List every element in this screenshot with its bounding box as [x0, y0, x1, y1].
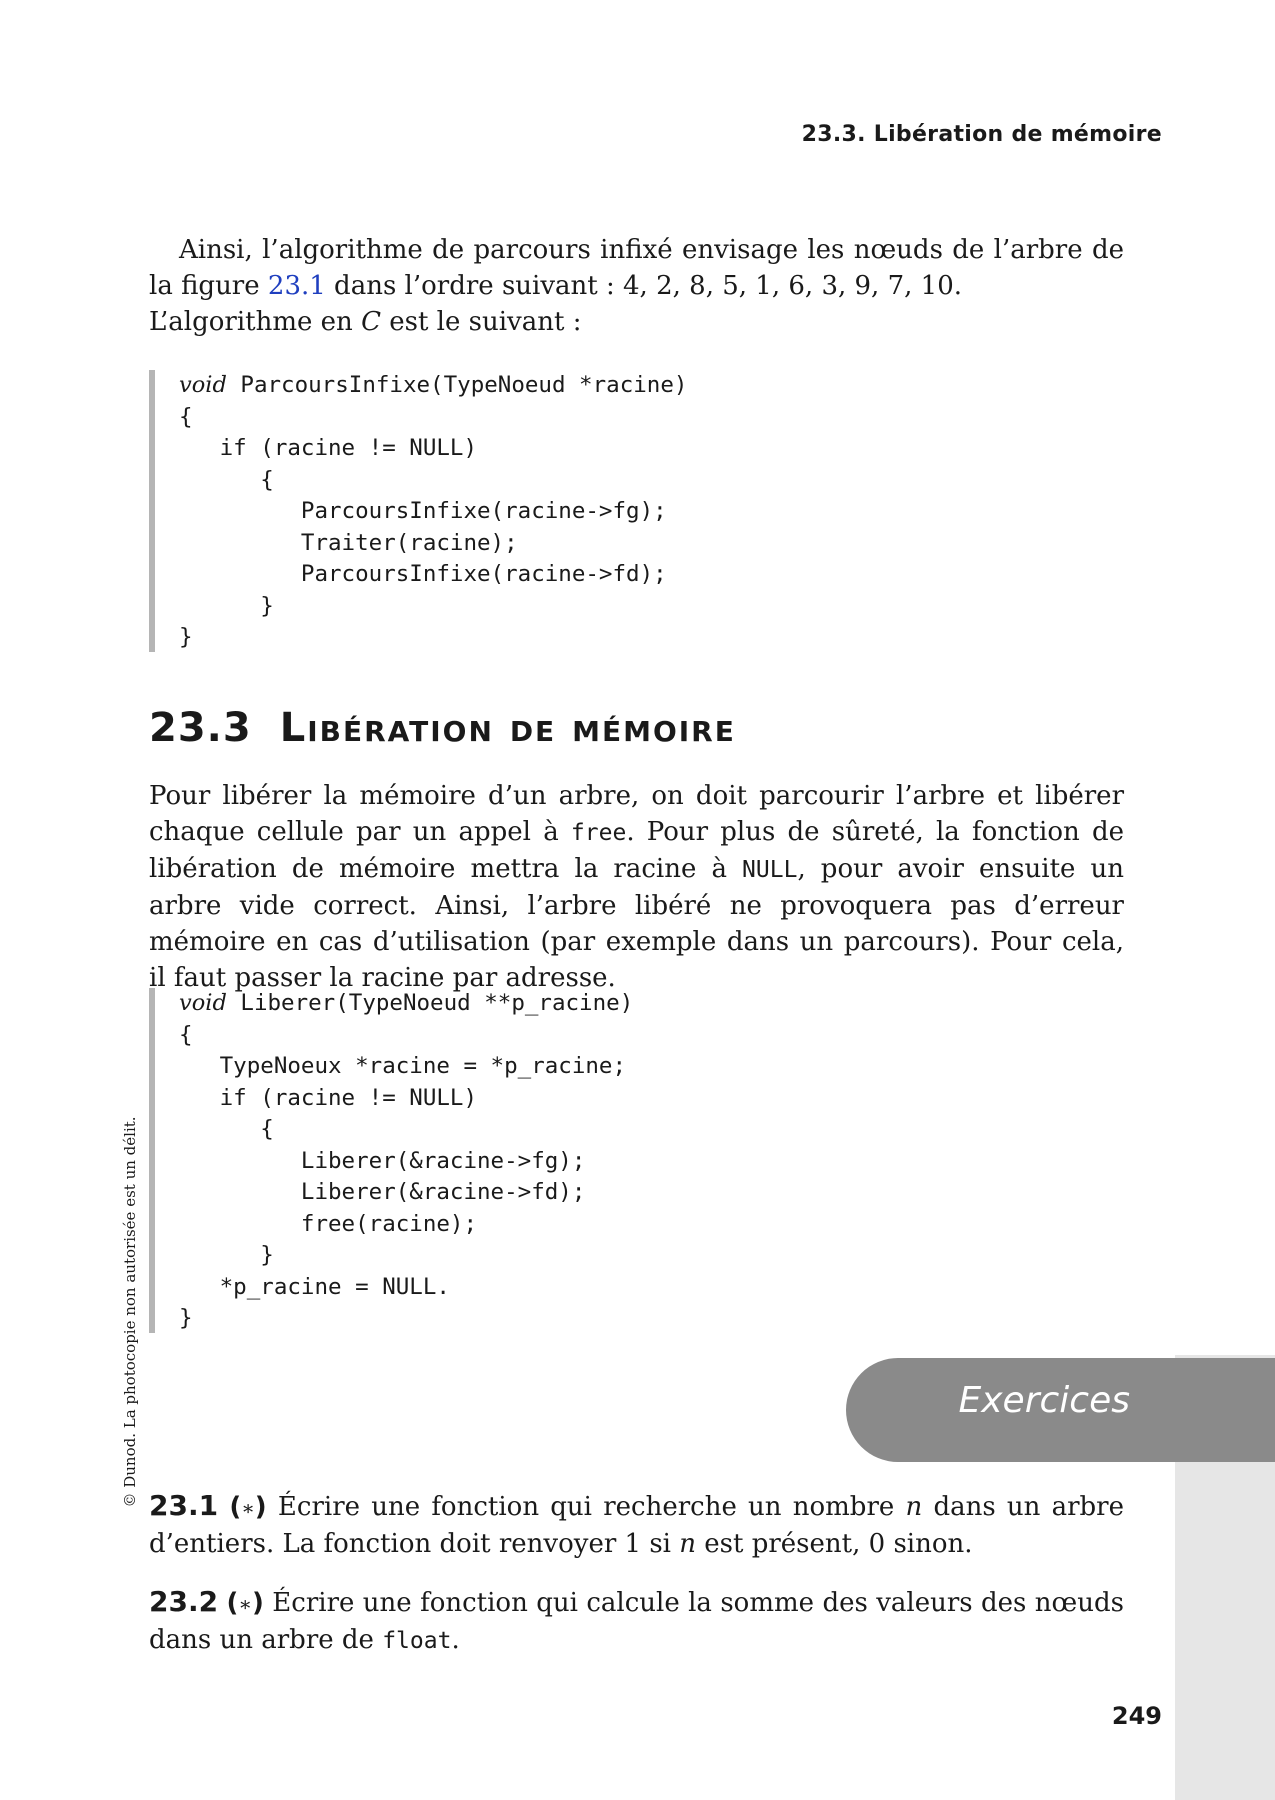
- exercise-text: est présent, 0 sinon.: [696, 1529, 973, 1559]
- code-line: Liberer(&racine->fg);: [179, 1147, 586, 1174]
- running-header: 23.3. Libération de mémoire: [801, 122, 1162, 147]
- difficulty-star-icon: ∗: [241, 1496, 255, 1520]
- copyright-notice: © Dunod. La photocopie non autorisée est un délit.: [121, 1116, 139, 1508]
- inline-code-float: float: [382, 1628, 452, 1654]
- code-line: }: [179, 592, 274, 619]
- code-line: }: [179, 624, 193, 650]
- section-title: Libération de mémoire: [279, 705, 736, 751]
- section-heading: [149, 705, 736, 751]
- code-signature: [179, 370, 687, 402]
- difficulty-paren: ): [251, 1588, 264, 1618]
- paragraph-text: . Pour plus de sûreté, la fonction de libération de mémoire mettra la racine à: [149, 817, 1124, 884]
- code-line: }: [179, 1242, 274, 1268]
- page-number: 249: [1111, 1702, 1162, 1730]
- code-line: TypeNoeux *racine = *p_racine;: [179, 1053, 627, 1079]
- difficulty-paren: (: [226, 1588, 239, 1618]
- inline-code-free: free: [570, 820, 627, 846]
- code-line: {: [179, 1116, 274, 1142]
- code-block-parcours-infixe: [149, 370, 687, 652]
- paragraph-text: Pour libérer la mémoire d’un arbre, on doit parcourir l’arbre et libérer chaque cellule par un appel à: [149, 781, 1124, 847]
- exercises-tab: [846, 1358, 1275, 1462]
- code-line: if (racine != NULL): [179, 435, 478, 461]
- exercise-number: 23.2: [149, 1585, 219, 1618]
- exercise-text: Écrire une fonction qui calcule la somme des valeurs des nœuds dans un arbre de: [149, 1588, 1124, 1655]
- liberation-paragraph: [149, 778, 1124, 996]
- code-line: {: [179, 1021, 193, 1048]
- difficulty-paren: ): [254, 1492, 267, 1522]
- code-line: {: [179, 403, 193, 430]
- exercise-text: Écrire une fonction qui recherche un nombre: [266, 1492, 906, 1522]
- code-line: }: [179, 1305, 193, 1331]
- math-variable: n: [679, 1529, 697, 1559]
- code-line: Traiter(racine);: [179, 529, 518, 556]
- exercise-item: [149, 1488, 1124, 1562]
- code-signature-text: ParcoursInfixe(TypeNoeud *racine): [226, 372, 688, 398]
- difficulty-star-icon: ∗: [238, 1592, 252, 1616]
- code-keyword: void: [179, 990, 227, 1016]
- difficulty-paren: (: [229, 1492, 242, 1522]
- algorithm-intro-text: L’algorithme en: [149, 307, 362, 337]
- algorithm-intro: [149, 304, 1124, 340]
- code-line: *p_racine = NULL.: [179, 1273, 450, 1300]
- code-signature-text: Liberer(TypeNoeud **p_racine): [226, 990, 634, 1016]
- algorithm-intro-text-end: est le suivant :: [380, 307, 582, 337]
- language-name: C: [361, 307, 381, 337]
- math-variable: n: [905, 1492, 923, 1522]
- exercise-text: .: [451, 1625, 460, 1655]
- code-line: free(racine);: [179, 1210, 478, 1237]
- code-line: ParcoursInfixe(racine->fg);: [179, 498, 667, 524]
- intro-text-order: dans l’ordre suivant : 4, 2, 8, 5, 1, 6, 3, 9, 7, 10.: [325, 271, 963, 301]
- exercises-label: Exercices: [958, 1380, 1130, 1421]
- code-block-liberer: [149, 988, 633, 1333]
- code-line: if (racine != NULL): [179, 1084, 478, 1111]
- paragraph-text: , pour avoir ensuite un arbre vide correct. Ainsi, l’arbre libéré ne provoquera pas d’erreur mémoire en cas d’utilisation (par exemple dans un parcours). Pour cela, il faut passer la racine par adresse.: [149, 854, 1124, 993]
- code-signature: [179, 988, 633, 1020]
- section-number: 23.3: [149, 705, 252, 751]
- exercise-item: [149, 1584, 1124, 1659]
- code-line: ParcoursInfixe(racine->fd);: [179, 561, 667, 587]
- code-line: Liberer(&racine->fd);: [179, 1179, 586, 1205]
- intro-paragraph: [149, 232, 1124, 304]
- exercise-text: dans un arbre d’entiers. La fonction doit renvoyer 1 si: [149, 1492, 1124, 1559]
- code-line: {: [179, 466, 274, 493]
- inline-code-null: NULL: [742, 857, 798, 883]
- exercise-number: 23.1: [149, 1489, 219, 1522]
- intro-text: Ainsi, l’algorithme de parcours infixé envisage les nœuds de l’arbre de la figure: [149, 235, 1124, 301]
- figure-reference-link[interactable]: 23.1: [267, 271, 326, 301]
- code-keyword: void: [179, 372, 227, 398]
